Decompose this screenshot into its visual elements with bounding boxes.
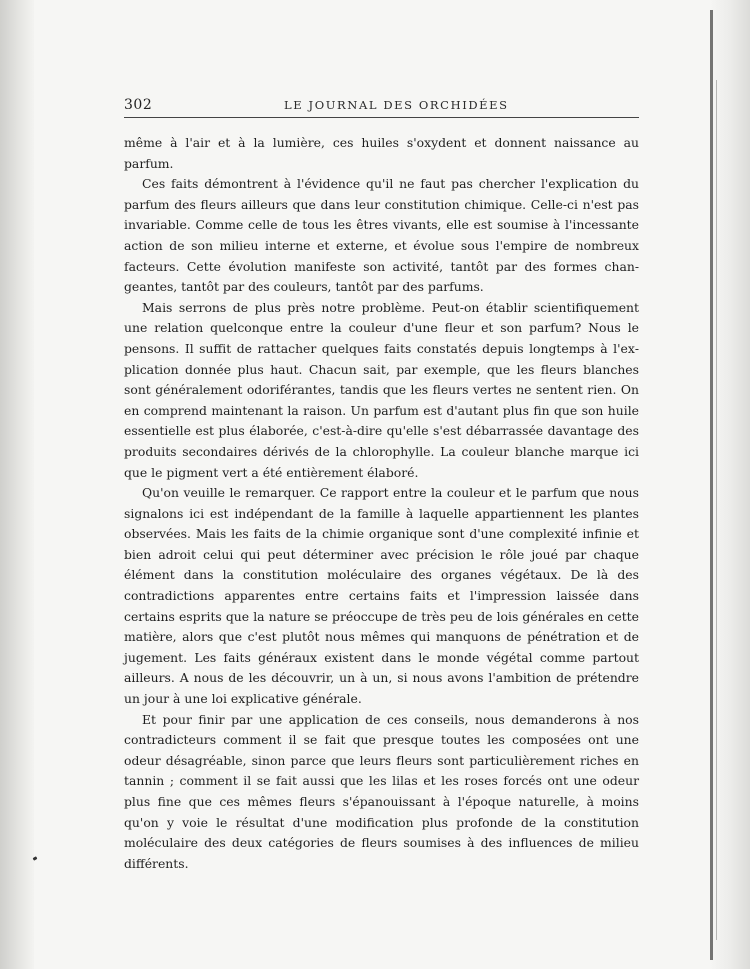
paragraph: Et pour finir par une application de ces conseils, nous demanderons à nos contradicteurs comment il se fait que presque toutes les composées ont une odeur désagréable, sinon parce que leurs fleurs sont particulièrement riches en tannin ; comment il se fait aussi que les lilas et les roses forcés ont une odeur plus fine que ces mêmes fleurs s'épanouissant à l'époque naturelle, à moins qu'on y voie le résultat d'une modification plus profonde de la constitution moléculaire des deux catégories de fleurs soumises à des influences de milieu différents. bbox=[124, 711, 639, 871]
scan-speck bbox=[33, 856, 38, 861]
running-title: LE JOURNAL DES ORCHIDÉES bbox=[284, 98, 509, 112]
page-edge-line bbox=[710, 10, 713, 960]
paragraph: Mais serrons de plus près notre problème. Peut-on établir scientifiquement une relation quelconque entre la couleur d'une fleur et son parfum? Nous le pensons. Il suffit de rattacher quelques faits constatés depuis longtemps à l'explication donnée plus haut. Chacun sait, par exemple, que les fleurs blanches sont généralement odoriférantes, tandis que les fleurs vertes ne sentent rien. On en comprend maintenant la raison. Un parfum est d'autant plus fin que son huile essentielle est plus élaborée, c'est-à-dire qu'elle s'est débarrassée davantage des produits secondaires dérivés de la chlorophylle. La couleur blanche marque ici que le pigment vert a été entièrement élaboré. bbox=[124, 299, 639, 480]
paragraph: Qu'on veuille le remarquer. Ce rapport entre la couleur et le parfum que nous signalons ici est indépendant de la famille à laquelle appartiennent les plantes observées. Mais les faits de la chimie organique sont d'une complexité infinie et bien adroit celui qui peut déterminer avec précision le rôle joué par chaque élément dans la constitution moléculaire des organes végétaux. De là des contradictions apparentes entre certains faits et l'impression laissée dans certains esprits que la nature se préoccupe de très peu de lois générales en cette matière, alors que c'est plutôt nous mêmes qui manquons de pénétration et de jugement. Les faits généraux existent dans le monde végétal comme partout ailleurs. A nous de les découvrir, un à un, si nous avons l'ambition de prétendre un jour à une loi explicative générale. bbox=[124, 485, 639, 707]
scan-left-margin-shadow bbox=[0, 0, 34, 969]
page-edge-line-secondary bbox=[716, 80, 717, 940]
paragraph: Ces faits démontrent à l'évidence qu'il ne faut pas chercher l'explication du parfum des fleurs ailleurs que dans leur constitution chimique. Celle-ci n'est pas invariable. Comme celle de tous les êtres vivants, elle est soumise à l'incessante action de son milieu interne et externe, et évolue sous l'empire de nombreux facteurs. Cette évolution manifeste son activité, tantôt par des formes changeantes, tantôt par des couleurs, tantôt par des parfums. bbox=[124, 176, 639, 295]
page-header bbox=[124, 95, 639, 118]
article-body bbox=[124, 133, 639, 874]
paragraph: même à l'air et à la lumière, ces huiles s'oxydent et donnent naissance au parfum. bbox=[124, 135, 639, 171]
page-number: 302 bbox=[124, 97, 153, 113]
